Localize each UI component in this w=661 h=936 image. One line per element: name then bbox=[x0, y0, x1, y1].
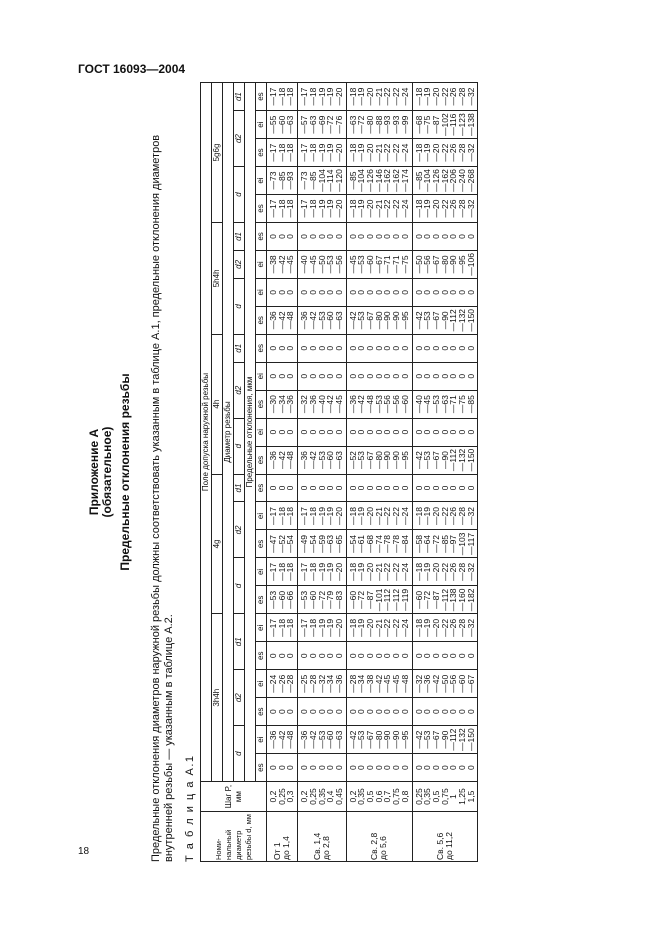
diameter-range-cell: От 1 до 1,4 bbox=[267, 812, 298, 862]
es-label: es bbox=[256, 306, 267, 334]
document-header: ГОСТ 16093—2004 bbox=[78, 62, 186, 76]
col-pitch: Шаг P, мм bbox=[201, 782, 267, 812]
deviation-cell: —36 —42 —48 bbox=[267, 726, 298, 754]
diameter-range-cell: Св. 1,4 до 2,8 bbox=[298, 812, 347, 862]
es-label: es bbox=[256, 222, 267, 250]
ei-label: ei bbox=[256, 502, 267, 530]
deviation-cell: —40 —45 —53 —63 —71 —75 —85 bbox=[412, 390, 478, 418]
ei-label: ei bbox=[256, 558, 267, 586]
diam-d2: d2 bbox=[234, 111, 245, 167]
deviation-cell: 0 0 0 0 0 0 0 bbox=[412, 222, 478, 250]
field-header: Поле допуска наружной резьбы bbox=[201, 83, 212, 782]
table-row bbox=[298, 83, 347, 862]
deviation-cell: 0 0 0 0 0 0 0 bbox=[412, 418, 478, 446]
pitch-cell: 0,2 0,35 0,5 0,6 0,7 0,75 0,8 bbox=[346, 782, 412, 812]
es-label: es bbox=[256, 334, 267, 362]
diam-d: d bbox=[234, 558, 245, 614]
es-label: es bbox=[256, 642, 267, 670]
es-label: es bbox=[256, 139, 267, 167]
deviation-cell: 0 0 0 bbox=[267, 642, 298, 670]
deviation-cell: —18 —19 —20 —22 —26 —28 —32 bbox=[412, 502, 478, 530]
deviation-cell: 0 0 0 0 0 0 0 bbox=[346, 362, 412, 390]
field-5g6g: 5g6g bbox=[212, 83, 223, 223]
deviation-cell: —18 —19 —20 —22 —26 —28 —32 bbox=[412, 83, 478, 111]
es-label: es bbox=[256, 83, 267, 111]
deviation-cell: 0 0 0 0 0 0 0 bbox=[412, 278, 478, 306]
deviation-cell: 0 0 0 0 0 0 0 bbox=[412, 698, 478, 726]
diameter-range-cell: Св. 5,6 до 11,2 bbox=[412, 812, 478, 862]
deviation-cell: —36 —42 —53 —60 —63 bbox=[298, 306, 347, 334]
deviation-cell: 0 0 0 0 0 0 0 bbox=[346, 222, 412, 250]
deviation-cell: 0 0 0 0 0 0 0 bbox=[346, 334, 412, 362]
deviation-cell: —40 —45 —50 —53 —56 bbox=[298, 250, 347, 278]
deviation-cell: —36 —42 —48 bbox=[267, 446, 298, 474]
appendix-title: Приложение А bbox=[87, 428, 101, 516]
deviation-cell: 0 0 0 bbox=[267, 278, 298, 306]
deviation-cell: —47 —52 —54 bbox=[267, 530, 298, 558]
deviation-cell: —73 —85 —104 —114 —120 bbox=[298, 167, 347, 195]
deviation-cell: —42 —53 —67 —80 —90 —90 —95 bbox=[346, 306, 412, 334]
diameter-header: Диаметр резьбы bbox=[223, 83, 234, 782]
deviation-cell: —42 —53 —67 —80 —90 —90 —95 bbox=[346, 726, 412, 754]
deviation-cell: —17 —18 —19 —19 —20 bbox=[298, 614, 347, 642]
field-3h4h: 3h4h bbox=[212, 614, 223, 782]
deviation-cell: 0 0 0 0 0 0 0 bbox=[412, 334, 478, 362]
deviation-cell: —42 —53 —67 —90 —112 —132 —150 bbox=[412, 726, 478, 754]
deviation-cell: 0 0 0 0 0 0 0 bbox=[346, 754, 412, 782]
es-label: es bbox=[256, 586, 267, 614]
deviation-cell: —54 —61 —68 —74 —78 —78 —84 bbox=[346, 530, 412, 558]
ei-label: ei bbox=[256, 726, 267, 754]
deviation-cell: —18 —19 —20 —22 —26 —28 —32 bbox=[412, 195, 478, 223]
deviation-cell: —17 —18 —19 —19 —20 bbox=[298, 558, 347, 586]
deviation-cell: —18 —19 —20 —21 —22 —22 —24 bbox=[346, 83, 412, 111]
appendix-heading bbox=[88, 82, 114, 862]
es-label: es bbox=[256, 474, 267, 502]
deviation-cell: —32 —36 —40 —42 —45 bbox=[298, 390, 347, 418]
deviation-cell: 0 0 0 0 0 bbox=[298, 642, 347, 670]
es-label: es bbox=[256, 446, 267, 474]
diam-d1: d1 bbox=[234, 614, 245, 670]
diam-d1: d1 bbox=[234, 474, 245, 502]
rotated-page-content bbox=[87, 82, 650, 862]
ei-label: ei bbox=[256, 167, 267, 195]
deviation-cell: —73 —85 —93 bbox=[267, 167, 298, 195]
ei-label: ei bbox=[256, 362, 267, 390]
deviation-cell: —38 —42 —45 bbox=[267, 250, 298, 278]
deviation-cell: —58 —64 —72 —85 —97 —103 —117 bbox=[412, 530, 478, 558]
deviation-cell: —50 —56 —67 —80 —90 —95 —106 bbox=[412, 250, 478, 278]
deviation-cell: —42 —53 —67 —90 —112 —132 —150 bbox=[412, 446, 478, 474]
deviation-cell: 0 0 0 bbox=[267, 474, 298, 502]
deviation-cell: 0 0 0 0 0 0 0 bbox=[412, 362, 478, 390]
deviation-cell: 0 0 0 0 0 0 0 bbox=[346, 698, 412, 726]
deviation-header: Предельные отклонения, мкм bbox=[245, 83, 256, 782]
diam-d: d bbox=[234, 726, 245, 782]
ei-label: ei bbox=[256, 278, 267, 306]
deviation-cell: —25 —28 —32 —34 —36 bbox=[298, 670, 347, 698]
deviation-cell: —42 —53 —67 —90 —112 —132 —150 bbox=[412, 306, 478, 334]
deviation-cell: —17 —18 —19 —19 —20 bbox=[298, 502, 347, 530]
deviation-cell: —55 —60 —63 bbox=[267, 111, 298, 139]
deviation-cell: —45 —53 —60 —67 —71 —71 —75 bbox=[346, 250, 412, 278]
pitch-cell: 0,2 0,25 0,3 bbox=[267, 782, 298, 812]
pitch-cell: 0,2 0,25 0,35 0,4 0,45 bbox=[298, 782, 347, 812]
section-title: Предельные отклонения резьбы bbox=[118, 373, 132, 571]
table-caption: Т а б л и ц а А.1 bbox=[184, 754, 196, 862]
deviation-cell: —24 —26 —28 bbox=[267, 670, 298, 698]
deviation-cell: 0 0 0 0 0 0 0 bbox=[346, 278, 412, 306]
deviation-cell: 0 0 0 bbox=[267, 362, 298, 390]
diam-d: d bbox=[234, 167, 245, 223]
deviation-cell: —18 —19 —20 —21 —22 —22 —24 bbox=[346, 614, 412, 642]
deviation-cell: 0 0 0 0 0 bbox=[298, 698, 347, 726]
deviation-cell: 0 0 0 bbox=[267, 334, 298, 362]
deviation-cell: —63 —72 —80 —88 —93 —93 —99 bbox=[346, 111, 412, 139]
deviation-cell: —57 —63 —69 —72 —76 bbox=[298, 111, 347, 139]
diam-d2: d2 bbox=[234, 502, 245, 558]
deviation-cell: —36 —42 —53 —60 —63 bbox=[298, 446, 347, 474]
deviation-cell: —52 —53 —67 —80 —90 —90 —95 bbox=[346, 446, 412, 474]
table-row bbox=[267, 83, 298, 862]
diam-d1: d1 bbox=[234, 222, 245, 250]
ei-label: ei bbox=[256, 670, 267, 698]
deviation-cell: 0 0 0 0 0 0 0 bbox=[346, 642, 412, 670]
diam-d: d bbox=[234, 418, 245, 474]
deviation-cell: 0 0 0 0 0 bbox=[298, 754, 347, 782]
deviation-cell: 0 0 0 0 0 0 0 bbox=[346, 474, 412, 502]
deviation-cell: —18 —19 —20 —21 —22 —22 —24 bbox=[346, 502, 412, 530]
deviation-cell: —68 —75 —87 —102 —116 —123 —138 bbox=[412, 111, 478, 139]
es-label: es bbox=[256, 698, 267, 726]
deviation-cell: 0 0 0 0 0 0 0 bbox=[346, 418, 412, 446]
deviation-cell: —17 —18 —18 bbox=[267, 139, 298, 167]
deviation-cell: 0 0 0 0 0 bbox=[298, 278, 347, 306]
diam-d1: d1 bbox=[234, 83, 245, 111]
ei-label: ei bbox=[256, 250, 267, 278]
deviation-cell: —49 —54 —59 —63 —65 bbox=[298, 530, 347, 558]
deviation-cell: —36 —42 —53 —60 —63 bbox=[298, 726, 347, 754]
es-label: es bbox=[256, 530, 267, 558]
table-row bbox=[412, 83, 478, 862]
deviation-cell: —18 —19 —20 —22 —26 —28 —32 bbox=[412, 614, 478, 642]
deviation-cell: 0 0 0 0 0 bbox=[298, 362, 347, 390]
deviation-cell: —36 —42 —48 bbox=[267, 306, 298, 334]
deviation-cell: 0 0 0 0 0 bbox=[298, 418, 347, 446]
deviation-cell: 0 0 0 bbox=[267, 754, 298, 782]
table-body bbox=[267, 83, 478, 862]
table-row bbox=[346, 83, 412, 862]
deviation-cell: —17 —18 —18 bbox=[267, 195, 298, 223]
deviation-cell: —53 —60 —72 —79 —83 bbox=[298, 586, 347, 614]
diam-d2: d2 bbox=[234, 670, 245, 726]
field-4h: 4h bbox=[212, 334, 223, 474]
es-label: es bbox=[256, 195, 267, 223]
deviation-cell: 0 0 0 0 0 0 0 bbox=[412, 474, 478, 502]
deviation-cell: —17 —18 —18 bbox=[267, 83, 298, 111]
deviation-cell: —17 —18 —18 bbox=[267, 558, 298, 586]
deviation-cell: 0 0 0 0 0 bbox=[298, 222, 347, 250]
deviation-cell: —60 —72 —87 —112 —138 —160 —182 bbox=[412, 586, 478, 614]
deviation-cell: —85 —104 —126 —146 —162 —162 —174 bbox=[346, 167, 412, 195]
deviation-cell: —30 —34 —36 bbox=[267, 390, 298, 418]
diam-d2: d2 bbox=[234, 250, 245, 278]
deviation-cell: —18 —19 —20 —21 —22 —22 —24 bbox=[346, 558, 412, 586]
deviation-cell: 0 0 0 0 0 bbox=[298, 334, 347, 362]
deviation-cell: 0 0 0 bbox=[267, 222, 298, 250]
deviation-cell: 0 0 0 bbox=[267, 418, 298, 446]
deviation-cell: —32 —36 —42 —50 —56 —60 —67 bbox=[412, 670, 478, 698]
deviation-cell: —18 —19 —20 —21 —22 —22 —24 bbox=[346, 195, 412, 223]
deviation-cell: —36 —42 —48 —53 —56 —56 —60 bbox=[346, 390, 412, 418]
deviation-cell: —18 —19 —20 —21 —22 —22 —24 bbox=[346, 139, 412, 167]
deviation-cell: —85 —104 —126 —162 —206 —240 —268 bbox=[412, 167, 478, 195]
deviation-cell: 0 0 0 bbox=[267, 698, 298, 726]
deviation-cell: 0 0 0 0 0 0 0 bbox=[412, 642, 478, 670]
deviation-cell: —53 —60 —66 bbox=[267, 586, 298, 614]
intro-paragraph: Предельные отклонения диаметров наружной резьбы должны соответствовать указанным в таблице А.1, предельные отклонения диаметров внутренней резьбы — указанным в таблице А.2. bbox=[150, 134, 175, 862]
es-label: es bbox=[256, 754, 267, 782]
deviation-cell: —17 —18 —19 —19 —20 bbox=[298, 83, 347, 111]
deviation-cell: —17 —18 —18 bbox=[267, 502, 298, 530]
diam-d: d bbox=[234, 278, 245, 334]
deviation-cell: —17 —18 —19 —19 —20 bbox=[298, 139, 347, 167]
page-number: 18 bbox=[78, 846, 90, 857]
deviation-cell: 0 0 0 0 0 0 0 bbox=[412, 754, 478, 782]
diam-d2: d2 bbox=[234, 362, 245, 418]
field-5h4h: 5h4h bbox=[212, 222, 223, 334]
es-label: es bbox=[256, 390, 267, 418]
deviation-cell: 0 0 0 0 0 bbox=[298, 474, 347, 502]
deviation-cell: —28 —34 —38 —42 —45 —45 —48 bbox=[346, 670, 412, 698]
col-nominal-diameter: Номи-нальный диаметр резьбы d, мм bbox=[201, 812, 267, 862]
table-head bbox=[201, 83, 267, 862]
pitch-cell: 0,25 0,35 0,5 0,75 1 1,25 1,5 bbox=[412, 782, 478, 812]
deviation-cell: —18 —19 —20 —22 —26 —28 —32 bbox=[412, 558, 478, 586]
ei-label: ei bbox=[256, 418, 267, 446]
deviation-cell: —18 —19 —20 —22 —26 —28 —32 bbox=[412, 139, 478, 167]
ei-label: ei bbox=[256, 111, 267, 139]
ei-label: ei bbox=[256, 614, 267, 642]
deviation-cell: —17 —18 —19 —19 —20 bbox=[298, 195, 347, 223]
deviation-cell: —17 —18 —18 bbox=[267, 614, 298, 642]
deviation-table bbox=[200, 82, 478, 862]
deviation-cell: —60 —72 —87 —101 —112 —112 —119 bbox=[346, 586, 412, 614]
field-4g: 4g bbox=[212, 474, 223, 614]
diameter-range-cell: Св. 2,8 до 5,6 bbox=[346, 812, 412, 862]
diam-d1: d1 bbox=[234, 334, 245, 362]
appendix-note: (обязательное) bbox=[100, 426, 114, 518]
